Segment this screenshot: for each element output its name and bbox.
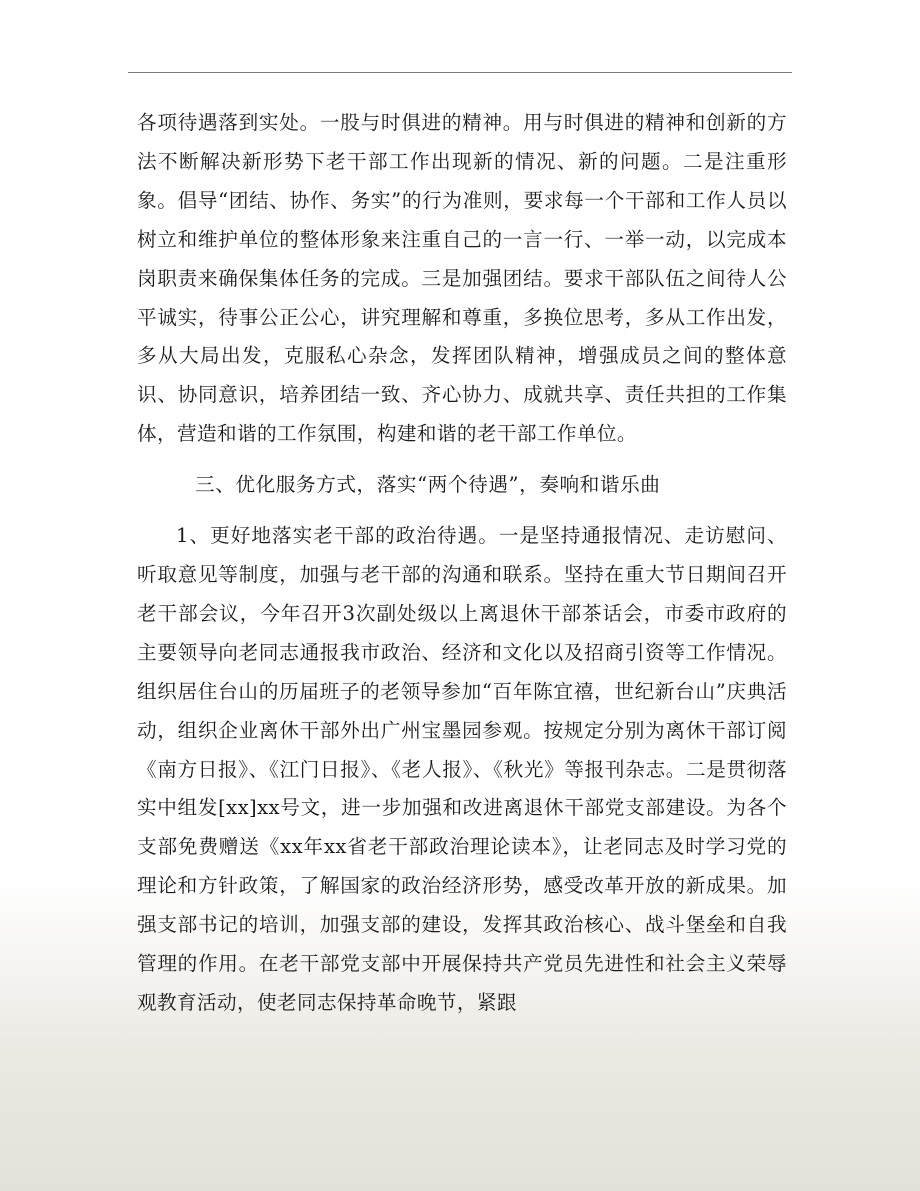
document-body — [137, 104, 787, 1023]
paragraph-continuation: 各项待遇落到实处。一股与时俱进的精神。用与时俱进的精神和创新的方法不断解决新形势下老干部工作出现新的情况、新的问题。二是注重形象。倡导“团结、协作、务实”的行为准则，要求每一个干部和工作人员以树立和维护单位的整体形象来注重自己的一言一行、一举一动，以完成本岗职责来确保集体任务的完成。三是加强团结。要求干部队伍之间待人公平诚实，待事公正公心，讲究理解和尊重，多换位思考，多从工作出发，多从大局出发，克服私心杂念，发挥团队精神，增强成员之间的整体意识、协同意识，培养团结一致、齐心协力、成就共享、责任共担的工作集体，营造和谐的工作氛围，构建和谐的老干部工作单位。 — [137, 111, 787, 446]
header-rule — [128, 72, 792, 73]
paragraph-body: 1、更好地落实老干部的政治待遇。一是坚持通报情况、走访慰问、听取意见等制度，加强与老干部的沟通和联系。坚持在重大节日期间召开老干部会议，今年召开3次副处级以上离退休干部茶话会，市委市政府的主要领导向老同志通报我市政治、经济和文化以及招商引资等工作情况。组织居住台山的历届班子的老领导参加“百年陈宜禧，世纪新台山”庆典活动，组织企业离休干部外出广州宝墨园参观。按规定分别为离休干部订阅《南方日报》、《江门日报》、《老人报》、《秋光》等报刊杂志。二是贯彻落实中组发[xx]xx号文，进一步加强和改进离退休干部党支部建设。为各个支部免费赠送《xx年xx省老干部政治理论读本》，让老同志及时学习党的理论和方针政策，了解国家的政治经济形势，感受改革开放的新成果。加强支部书记的培训，加强支部的建设，发挥其政治核心、战斗堡垒和自我管理的作用。在老干部党支部中开展保持共产党员先进性和社会主义荣辱观教育活动，使老同志保持革命晚节，紧跟 — [137, 524, 787, 1014]
section-heading: 三、优化服务方式，落实“两个待遇”，奏响和谐乐曲 — [195, 473, 661, 497]
